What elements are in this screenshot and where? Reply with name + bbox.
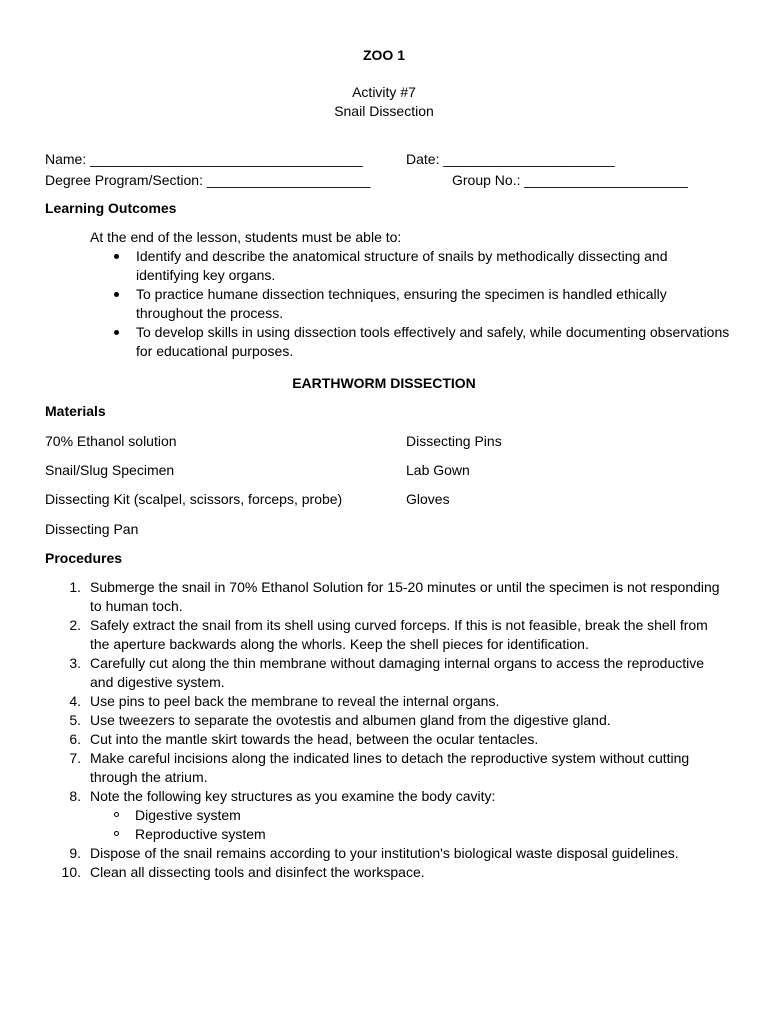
material-item: Gloves bbox=[406, 491, 450, 507]
program-section-field: Degree Program/Section: _____________________ bbox=[45, 172, 371, 188]
learning-outcomes-list bbox=[90, 247, 730, 361]
step-text: Clean all dissecting tools and disinfect the workspace. bbox=[90, 864, 425, 880]
list-item bbox=[45, 692, 725, 711]
step-number: 10. bbox=[61, 864, 81, 880]
step-number: 9. bbox=[69, 845, 81, 861]
list-item: Identify and describe the anatomical structure of snails by methodically dissecting and identifying key organs. bbox=[90, 247, 730, 285]
list-item bbox=[45, 844, 725, 863]
procedures-heading: Procedures bbox=[45, 550, 123, 566]
step-text: Use tweezers to separate the ovotestis and albumen gland from the digestive gland. bbox=[90, 712, 611, 728]
material-item: 70% Ethanol solution bbox=[45, 433, 177, 449]
material-item: Dissecting Kit (scalpel, scissors, forceps, probe) bbox=[45, 491, 343, 507]
step-text: Use pins to peel back the membrane to reveal the internal organs. bbox=[90, 693, 500, 709]
list-item: Digestive system bbox=[90, 806, 725, 825]
activity-subtitle: Snail Dissection bbox=[334, 103, 434, 119]
step-number: 4. bbox=[69, 693, 81, 709]
list-item: Reproductive system bbox=[90, 825, 725, 844]
material-item: Dissecting Pins bbox=[406, 433, 502, 449]
material-item: Lab Gown bbox=[406, 462, 470, 478]
list-item: To practice humane dissection techniques, ensuring the specimen is handled ethically throughout the process. bbox=[90, 285, 730, 323]
step-text: Cut into the mantle skirt towards the head, between the ocular tentacles. bbox=[90, 731, 539, 747]
list-item bbox=[45, 787, 725, 844]
step-number: 7. bbox=[69, 750, 81, 766]
step-text: Make careful incisions along the indicated lines to detach the reproductive system without cutting through the atrium. bbox=[90, 750, 690, 785]
step-number: 3. bbox=[69, 655, 81, 671]
group-number-field: Group No.: _____________________ bbox=[452, 172, 688, 188]
date-field: Date: ______________________ bbox=[406, 151, 615, 167]
section-title: EARTHWORM DISSECTION bbox=[292, 375, 476, 391]
name-field: Name: ___________________________________ bbox=[45, 151, 363, 167]
activity-number: Activity #7 bbox=[352, 84, 416, 100]
material-item: Dissecting Pan bbox=[45, 521, 139, 537]
list-item: To develop skills in using dissection tools effectively and safely, while documenting observations for educational purposes. bbox=[90, 323, 730, 361]
step-text: Note the following key structures as you examine the body cavity: bbox=[90, 788, 496, 804]
list-item bbox=[45, 730, 725, 749]
step-number: 5. bbox=[69, 712, 81, 728]
list-item bbox=[45, 711, 725, 730]
step-number: 2. bbox=[69, 617, 81, 633]
step-text: Carefully cut along the thin membrane without damaging internal organs to access the reproductive and digestive system. bbox=[90, 655, 705, 690]
list-item bbox=[45, 616, 725, 654]
step-number: 1. bbox=[69, 579, 81, 595]
course-title: ZOO 1 bbox=[362, 47, 405, 63]
key-structures-list bbox=[90, 806, 725, 844]
learning-outcomes-heading: Learning Outcomes bbox=[45, 200, 177, 216]
step-number: 6. bbox=[69, 731, 81, 747]
list-item bbox=[45, 749, 725, 787]
procedures-list bbox=[45, 578, 725, 882]
step-text: Submerge the snail in 70% Ethanol Solution for 15-20 minutes or until the specimen is not responding to human toch. bbox=[90, 579, 720, 614]
step-number: 8. bbox=[69, 788, 81, 804]
list-item bbox=[45, 863, 725, 882]
materials-heading: Materials bbox=[45, 403, 106, 419]
material-item: Snail/Slug Specimen bbox=[45, 462, 175, 478]
learning-outcomes-intro: At the end of the lesson, students must be able to: bbox=[90, 229, 402, 245]
step-text: Safely extract the snail from its shell using curved forceps. If this is not feasible, break the shell from the aperture backwards along the whorls. Keep the shell pieces for identification. bbox=[90, 617, 708, 652]
list-item bbox=[45, 578, 725, 616]
step-text: Dispose of the snail remains according to your institution's biological waste disposal guidelines. bbox=[90, 845, 679, 861]
list-item bbox=[45, 654, 725, 692]
